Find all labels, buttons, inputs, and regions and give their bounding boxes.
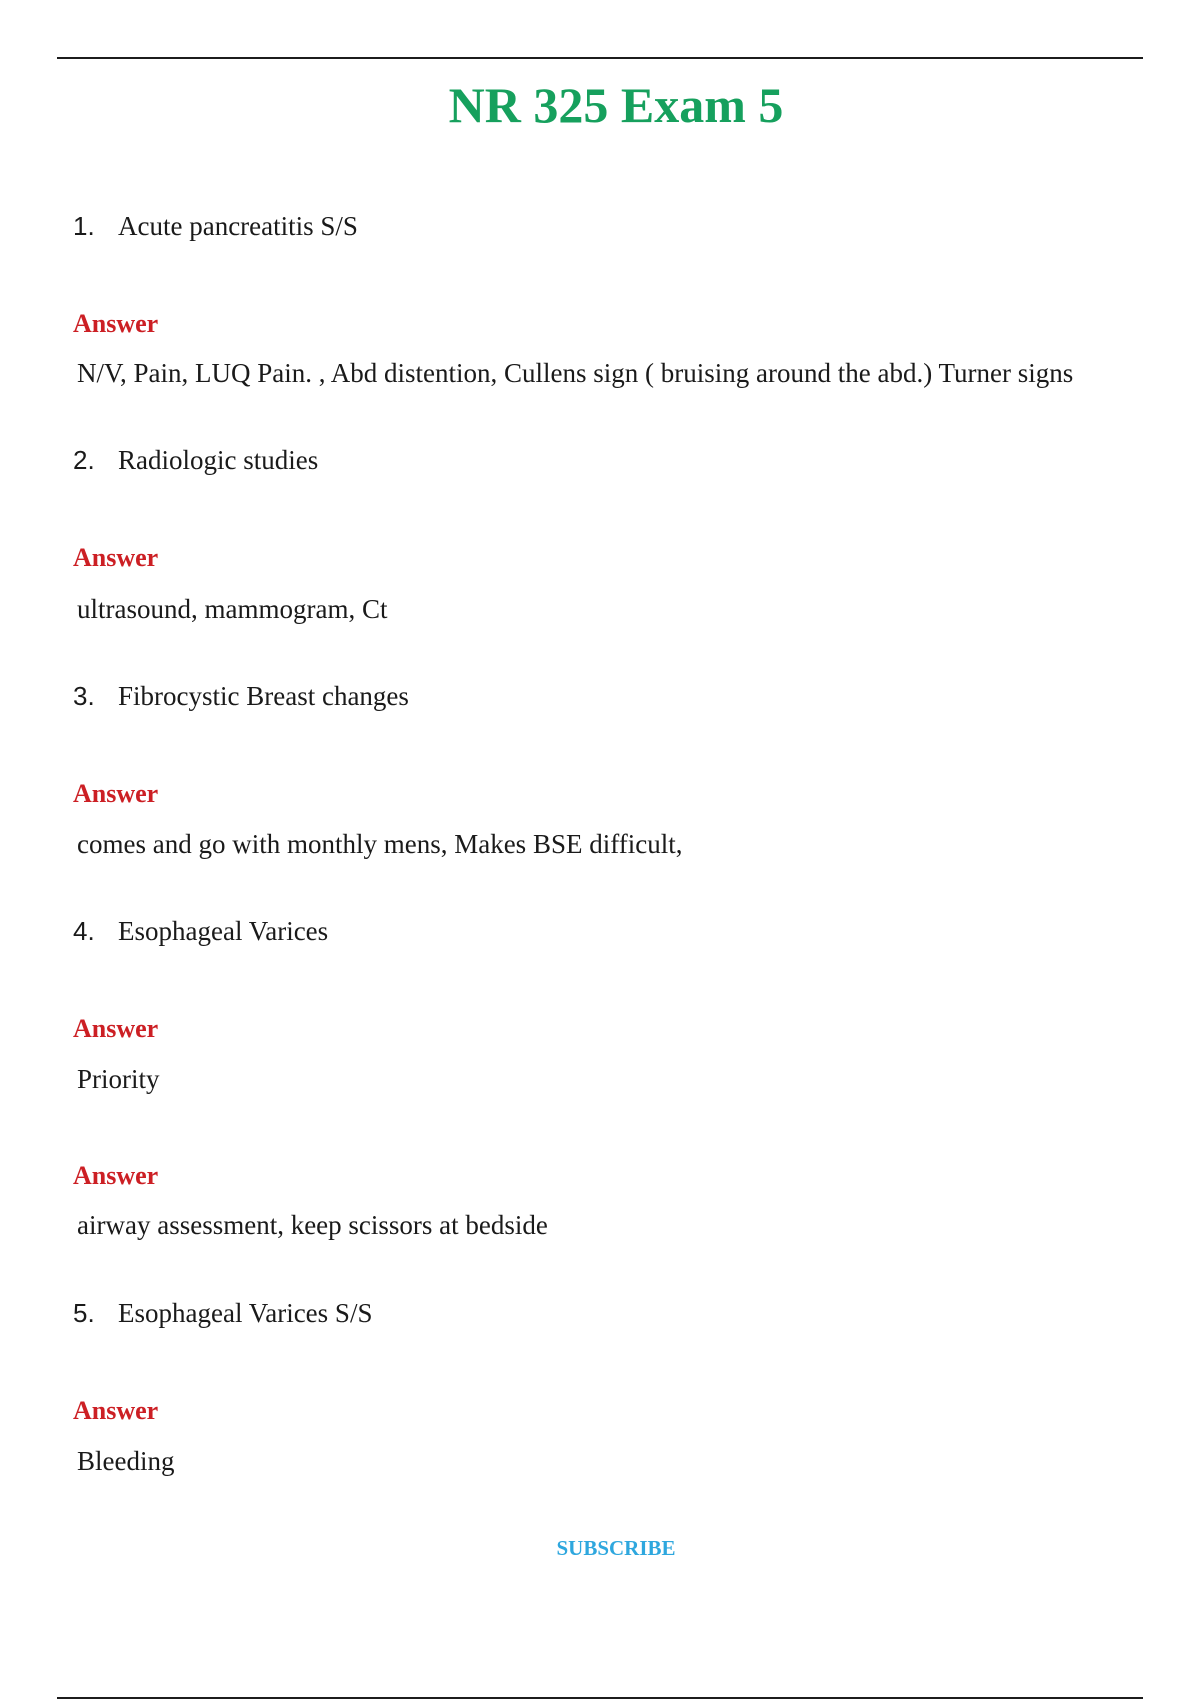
- question-text: Radiologic studies: [118, 445, 319, 475]
- page-title: NR 325 Exam 5: [448, 77, 784, 133]
- answer-label: Answer: [73, 1161, 159, 1190]
- question-number: 2.: [73, 445, 95, 475]
- answer-label: Answer: [73, 1014, 159, 1043]
- answer-label: Answer: [73, 1396, 159, 1425]
- question-2: [73, 443, 318, 477]
- bottom-rule: [57, 1697, 1143, 1699]
- answer-text: Priority: [77, 1064, 160, 1094]
- question-3: [73, 679, 409, 713]
- question-number: 5.: [73, 1298, 95, 1328]
- question-text: Esophageal Varices S/S: [118, 1298, 373, 1328]
- question-4: [73, 914, 328, 948]
- top-rule: [57, 57, 1143, 59]
- answer-label: Answer: [73, 779, 159, 808]
- question-5: [73, 1296, 372, 1330]
- answer-label: Answer: [73, 309, 159, 338]
- answer-text: airway assessment, keep scissors at bedside: [77, 1210, 548, 1240]
- question-number: 4.: [73, 916, 95, 946]
- question-1: [73, 209, 358, 243]
- answer-label: Answer: [73, 543, 159, 572]
- question-number: 1.: [73, 211, 95, 241]
- answer-text: N/V, Pain, LUQ Pain. , Abd distention, Cullens sign ( bruising around the abd.) Turner signs: [77, 358, 1074, 388]
- question-text: Esophageal Varices: [118, 916, 329, 946]
- subscribe-link[interactable]: SUBSCRIBE: [556, 1536, 676, 1560]
- question-text: Fibrocystic Breast changes: [118, 681, 409, 711]
- question-number: 3.: [73, 681, 95, 711]
- answer-text: Bleeding: [77, 1446, 175, 1476]
- question-text: Acute pancreatitis S/S: [118, 211, 358, 241]
- answer-text: comes and go with monthly mens, Makes BSE difficult,: [77, 829, 683, 859]
- answer-text: ultrasound, mammogram, Ct: [77, 594, 388, 624]
